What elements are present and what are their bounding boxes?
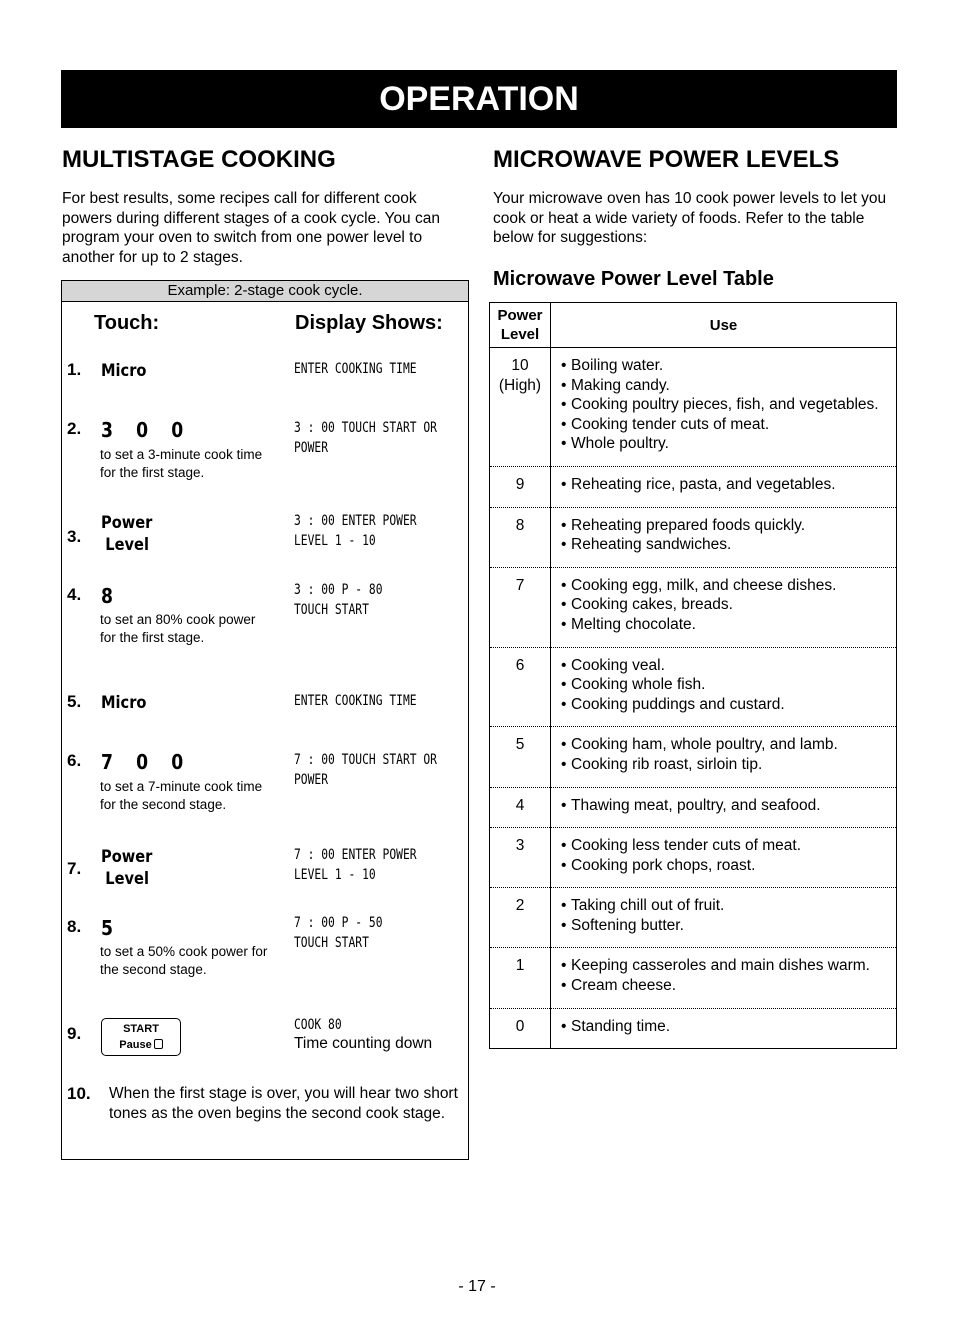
- power-table-title: Microwave Power Level Table: [493, 268, 774, 290]
- step-note: to set a 3-minute cook time for the first stage.: [100, 447, 263, 480]
- table-row: [490, 466, 897, 507]
- power-level-value: 1: [515, 957, 525, 975]
- power-level-value: 5: [515, 736, 525, 754]
- use-cell: [551, 888, 897, 948]
- use-cell: [551, 647, 897, 727]
- use-list: [561, 475, 896, 495]
- power-level-value: 9: [515, 475, 525, 493]
- table-row: [490, 888, 897, 948]
- use-item: • Cooking pork chops, roast.: [561, 856, 896, 876]
- display-text: ENTER COOKING TIME: [294, 693, 417, 709]
- use-item: • Boiling water.: [561, 356, 896, 376]
- use-item: • Cooking veal.: [561, 656, 896, 676]
- use-cell: [551, 507, 897, 567]
- use-list: [561, 1017, 896, 1037]
- power-level-cell: [490, 466, 551, 507]
- number-key-label: 5: [101, 916, 122, 940]
- step-number: 3.: [67, 527, 82, 546]
- power-level-cell: [490, 1008, 551, 1049]
- power-level-cell: [490, 647, 551, 727]
- step-number: 4.: [67, 585, 82, 604]
- use-cell: [551, 466, 897, 507]
- table-row: [490, 828, 897, 888]
- power-level-key-label: [101, 512, 152, 556]
- multistage-intro: For best results, some recipes call for different cook powers during different stages of a cook cycle. You can program your oven to switch from one power level to another for up to 2 stages.: [62, 190, 440, 267]
- micro-key-label: Micro: [101, 693, 147, 713]
- power-level-value: 6: [515, 656, 525, 674]
- display-text: 3 : 00 P - 80 TOUCH START: [294, 582, 383, 618]
- use-list: [561, 656, 896, 715]
- use-item: • Cooking egg, milk, and cheese dishes.: [561, 576, 896, 596]
- use-list: [561, 576, 896, 635]
- power-level-value: 3: [515, 837, 525, 855]
- use-item: • Taking chill out of fruit.: [561, 896, 896, 916]
- step-note: to set a 7-minute cook time for the second stage.: [100, 779, 263, 812]
- power-levels-intro: Your microwave oven has 10 cook power levels to let you cook or heat a wide variety of foods. Refer to the table below for suggestions:: [493, 190, 887, 247]
- use-cell: [551, 348, 897, 467]
- use-header: Use: [551, 303, 897, 348]
- power-level-cell: [490, 567, 551, 647]
- power-level-cell: [490, 727, 551, 787]
- power-level-header: Power Level: [490, 303, 551, 348]
- power-level-cell: [490, 348, 551, 467]
- use-list: [561, 735, 896, 774]
- step-note: to set a 50% cook power for the second stage.: [100, 944, 268, 977]
- step-number: 9.: [67, 1024, 82, 1043]
- use-item: • Keeping casseroles and main dishes warm.: [561, 956, 896, 976]
- use-item: • Cooking puddings and custard.: [561, 695, 896, 715]
- use-item: • Cooking rib roast, sirloin tip.: [561, 755, 896, 775]
- step-number: 2.: [67, 419, 82, 438]
- use-item: • Making candy.: [561, 376, 896, 396]
- display-column-header: Display Shows:: [295, 312, 443, 334]
- use-item: • Cooking tender cuts of meat.: [561, 415, 896, 435]
- use-list: [561, 896, 896, 935]
- display-text: 7 : 00 ENTER POWER LEVEL 1 - 10: [294, 847, 417, 883]
- step-number: 7.: [67, 859, 82, 878]
- power-level-value: 7: [515, 576, 525, 594]
- table-row: [490, 1008, 897, 1049]
- step-note: to set an 80% cook power for the first stage.: [100, 612, 256, 645]
- use-item: • Reheating sandwiches.: [561, 535, 896, 555]
- page-banner: OPERATION: [61, 70, 897, 128]
- power-level-value: 10: [511, 357, 529, 374]
- power-table-body: [490, 348, 897, 1049]
- step-number: 6.: [67, 751, 82, 770]
- level-key-line: Level: [105, 869, 149, 889]
- display-subtext: Time counting down: [294, 1035, 433, 1052]
- table-header-row: [490, 303, 897, 348]
- level-key-line: Level: [105, 535, 149, 555]
- display-text: COOK 80: [294, 1017, 342, 1033]
- power-level-table: [489, 302, 897, 1049]
- power-level-value: 2: [515, 897, 525, 915]
- pause-key-label: Pause: [119, 1039, 152, 1051]
- use-cell: [551, 948, 897, 1008]
- step-number: 5.: [67, 692, 82, 711]
- start-key-label: START: [123, 1023, 159, 1035]
- use-item: • Cooking whole fish.: [561, 675, 896, 695]
- power-level-cell: [490, 787, 551, 828]
- use-list: [561, 956, 896, 995]
- use-item: • Reheating rice, pasta, and vegetables.: [561, 475, 896, 495]
- power-key-line: Power: [101, 847, 153, 867]
- start-pause-key: [101, 1018, 181, 1056]
- power-level-cell: [490, 828, 551, 888]
- step-number: 1.: [67, 360, 82, 379]
- table-row: [490, 567, 897, 647]
- step-number: 8.: [67, 917, 82, 936]
- lock-icon: [154, 1039, 163, 1049]
- power-level-value: 8: [515, 516, 525, 534]
- use-item: • Cooking less tender cuts of meat.: [561, 836, 896, 856]
- power-level-key-label: [101, 846, 152, 890]
- display-text: 7 : 00 TOUCH START OR POWER: [294, 752, 437, 788]
- use-item: • Cooking cakes, breads.: [561, 595, 896, 615]
- multistage-heading: MULTISTAGE COOKING: [62, 146, 336, 173]
- use-cell: [551, 787, 897, 828]
- use-item: • Whole poultry.: [561, 434, 896, 454]
- use-item: • Cooking ham, whole poultry, and lamb.: [561, 735, 896, 755]
- display-text: 3 : 00 TOUCH START OR POWER: [294, 420, 437, 456]
- use-list: [561, 356, 896, 454]
- number-keys-label: 3 0 0: [101, 418, 192, 442]
- number-key-label: 8: [101, 584, 122, 608]
- power-key-line: Power: [101, 513, 153, 533]
- power-level-sublabel: (High): [498, 376, 542, 394]
- use-cell: [551, 727, 897, 787]
- use-cell: [551, 1008, 897, 1049]
- touch-column-header: Touch:: [94, 312, 160, 334]
- power-levels-heading: MICROWAVE POWER LEVELS: [493, 146, 840, 173]
- example-caption: Example: 2-stage cook cycle.: [62, 281, 468, 302]
- use-item: • Standing time.: [561, 1017, 896, 1037]
- step-10-text: When the first stage is over, you will hear two short tones as the oven begins the second cook stage.: [109, 1085, 458, 1122]
- use-cell: [551, 567, 897, 647]
- page-number: - 17 -: [458, 1278, 496, 1295]
- number-keys-label: 7 0 0: [101, 750, 192, 774]
- display-text: 7 : 00 P - 50 TOUCH START: [294, 915, 383, 951]
- use-list: [561, 796, 896, 816]
- step-number: 10.: [67, 1084, 91, 1103]
- table-row: [490, 727, 897, 787]
- use-item: • Softening butter.: [561, 916, 896, 936]
- use-item: • Thawing meat, poultry, and seafood.: [561, 796, 896, 816]
- use-cell: [551, 828, 897, 888]
- table-row: [490, 787, 897, 828]
- table-row: [490, 647, 897, 727]
- power-level-cell: [490, 888, 551, 948]
- example-box: [61, 280, 469, 1160]
- display-text: ENTER COOKING TIME: [294, 361, 417, 377]
- display-text: 3 : 00 ENTER POWER LEVEL 1 - 10: [294, 513, 417, 549]
- use-item: • Reheating prepared foods quickly.: [561, 516, 896, 536]
- power-level-cell: [490, 507, 551, 567]
- use-list: [561, 836, 896, 875]
- power-level-value: 4: [515, 796, 525, 814]
- use-list: [561, 516, 896, 555]
- table-row: [490, 507, 897, 567]
- table-row: [490, 348, 897, 467]
- table-row: [490, 948, 897, 1008]
- power-level-value: 0: [515, 1017, 525, 1035]
- use-item: • Cooking poultry pieces, fish, and vegetables.: [561, 395, 896, 415]
- use-item: • Cream cheese.: [561, 976, 896, 996]
- power-level-cell: [490, 948, 551, 1008]
- micro-key-label: Micro: [101, 361, 147, 381]
- use-item: • Melting chocolate.: [561, 615, 896, 635]
